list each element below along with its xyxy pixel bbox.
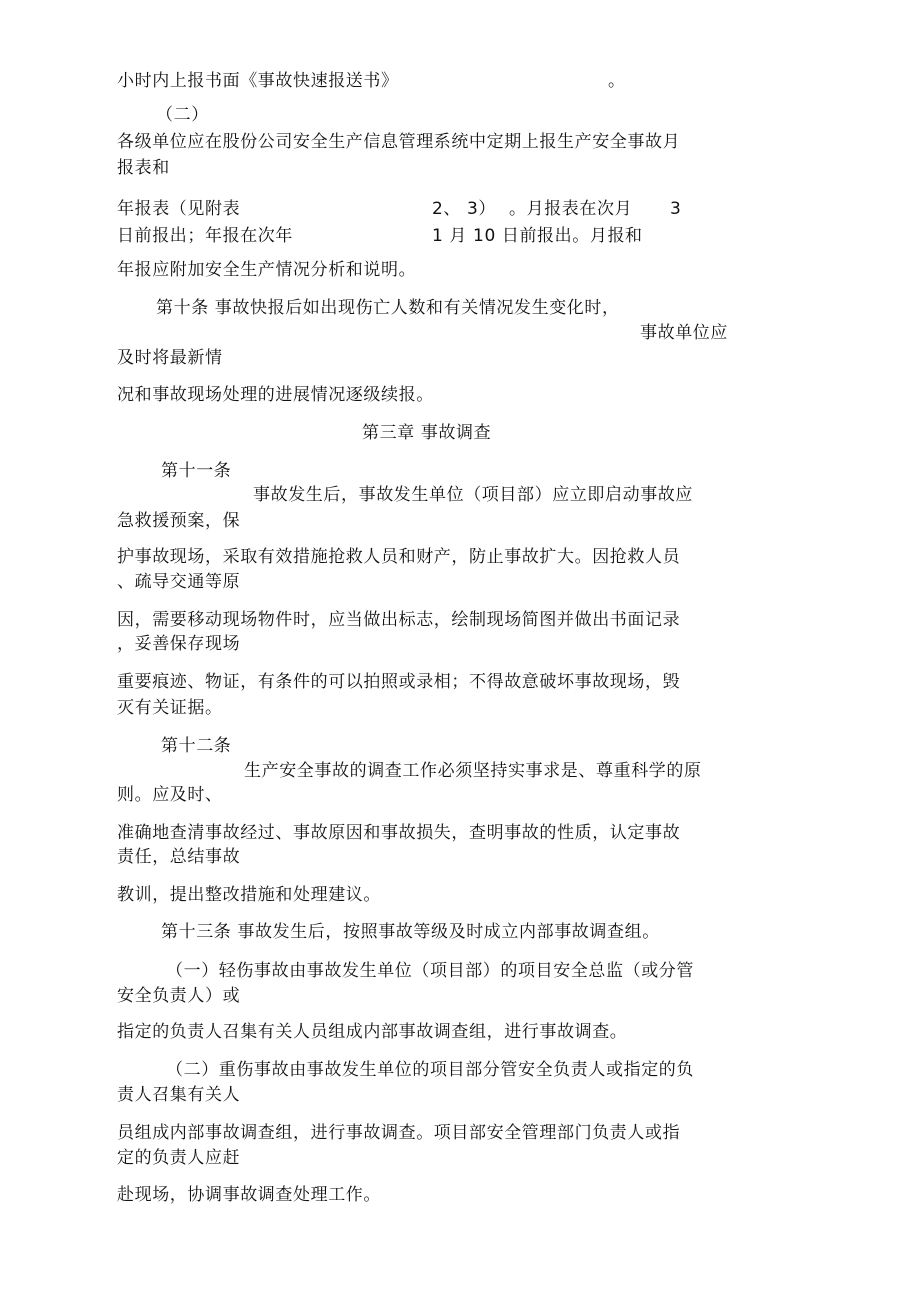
text-line: 责人召集有关人	[117, 1085, 241, 1105]
text-line: 报表和	[117, 158, 170, 178]
text-line: 定的负责人应赶	[117, 1148, 241, 1168]
text-line: （二）重伤事故由事故发生单位的项目部分管安全负责人或指定的负	[166, 1060, 694, 1080]
text-line: 员组成内部事故调查组，进行事故调查。项目部安全管理部门负责人或指	[117, 1123, 681, 1143]
text-line: 、疏导交通等原	[117, 572, 241, 592]
text-line: 则。应及时、	[117, 785, 223, 805]
text-line: 事故单位应	[640, 323, 728, 343]
text-line: 教训，提出整改措施和处理建议。	[117, 885, 381, 905]
text-line: 赴现场，协调事故调查处理工作。	[117, 1185, 381, 1205]
text-line: 准确地查清事故经过、事故原因和事故损失，查明事故的性质，认定事故	[117, 823, 681, 843]
text-line: （二）	[156, 105, 209, 125]
text-line: 事故发生后，事故发生单位（项目部）应立即启动事故应	[253, 485, 693, 505]
text-line: 日前报出；年报在次年	[117, 226, 293, 246]
text-line: 1 月 10 日前报出。月报和	[432, 226, 643, 246]
text-line: 年报应附加安全生产情况分析和说明。	[117, 260, 417, 280]
text-line: 各级单位应在股份公司安全生产信息管理系统中定期上报生产安全事故月	[117, 132, 681, 152]
article-12-heading: 第十二条	[161, 736, 232, 756]
text-line: 指定的负责人召集有关人员组成内部事故调查组，进行事故调查。	[117, 1022, 628, 1042]
article-10-heading: 第十条 事故快报后如出现伤亡人数和有关情况发生变化时，	[156, 298, 620, 318]
article-11-heading: 第十一条	[161, 461, 232, 481]
text-line: 重要痕迹、物证，有条件的可以拍照或录相；不得故意破坏事故现场，毁	[117, 672, 681, 692]
text-line: 安全负责人）或	[117, 986, 241, 1006]
text-line: 小时内上报书面《事故快速报送书》	[117, 71, 399, 91]
text-line: 。月报表在次月	[509, 199, 633, 219]
text-line: 年报表（见附表	[117, 199, 241, 219]
text-line: 况和事故现场处理的进展情况逐级续报。	[117, 385, 434, 405]
text-line: 生产安全事故的调查工作必须坚持实事求是、尊重科学的原	[244, 761, 702, 781]
text-line: ，妥善保存现场	[117, 634, 241, 654]
chapter-title: 第三章 事故调查	[362, 423, 492, 443]
text-line: 。	[608, 71, 626, 91]
text-line: （一）轻伤事故由事故发生单位（项目部）的项目安全总监（或分管	[166, 961, 694, 981]
text-line: 护事故现场，采取有效措施抢救人员和财产，防止事故扩大。因抢救人员	[117, 547, 681, 567]
text-line: 急救援预案，保	[117, 511, 241, 531]
text-line: 及时将最新情	[117, 348, 223, 368]
text-line: 责任，总结事故	[117, 847, 241, 867]
text-line: 灭有关证据。	[117, 698, 223, 718]
text-line: 2、 3）	[432, 199, 497, 219]
text-line: 3	[670, 199, 682, 219]
text-line: 因，需要移动现场物件时，应当做出标志，绘制现场简图并做出书面记录	[117, 610, 681, 630]
article-13-heading: 第十三条 事故发生后，按照事故等级及时成立内部事故调查组。	[161, 922, 660, 942]
